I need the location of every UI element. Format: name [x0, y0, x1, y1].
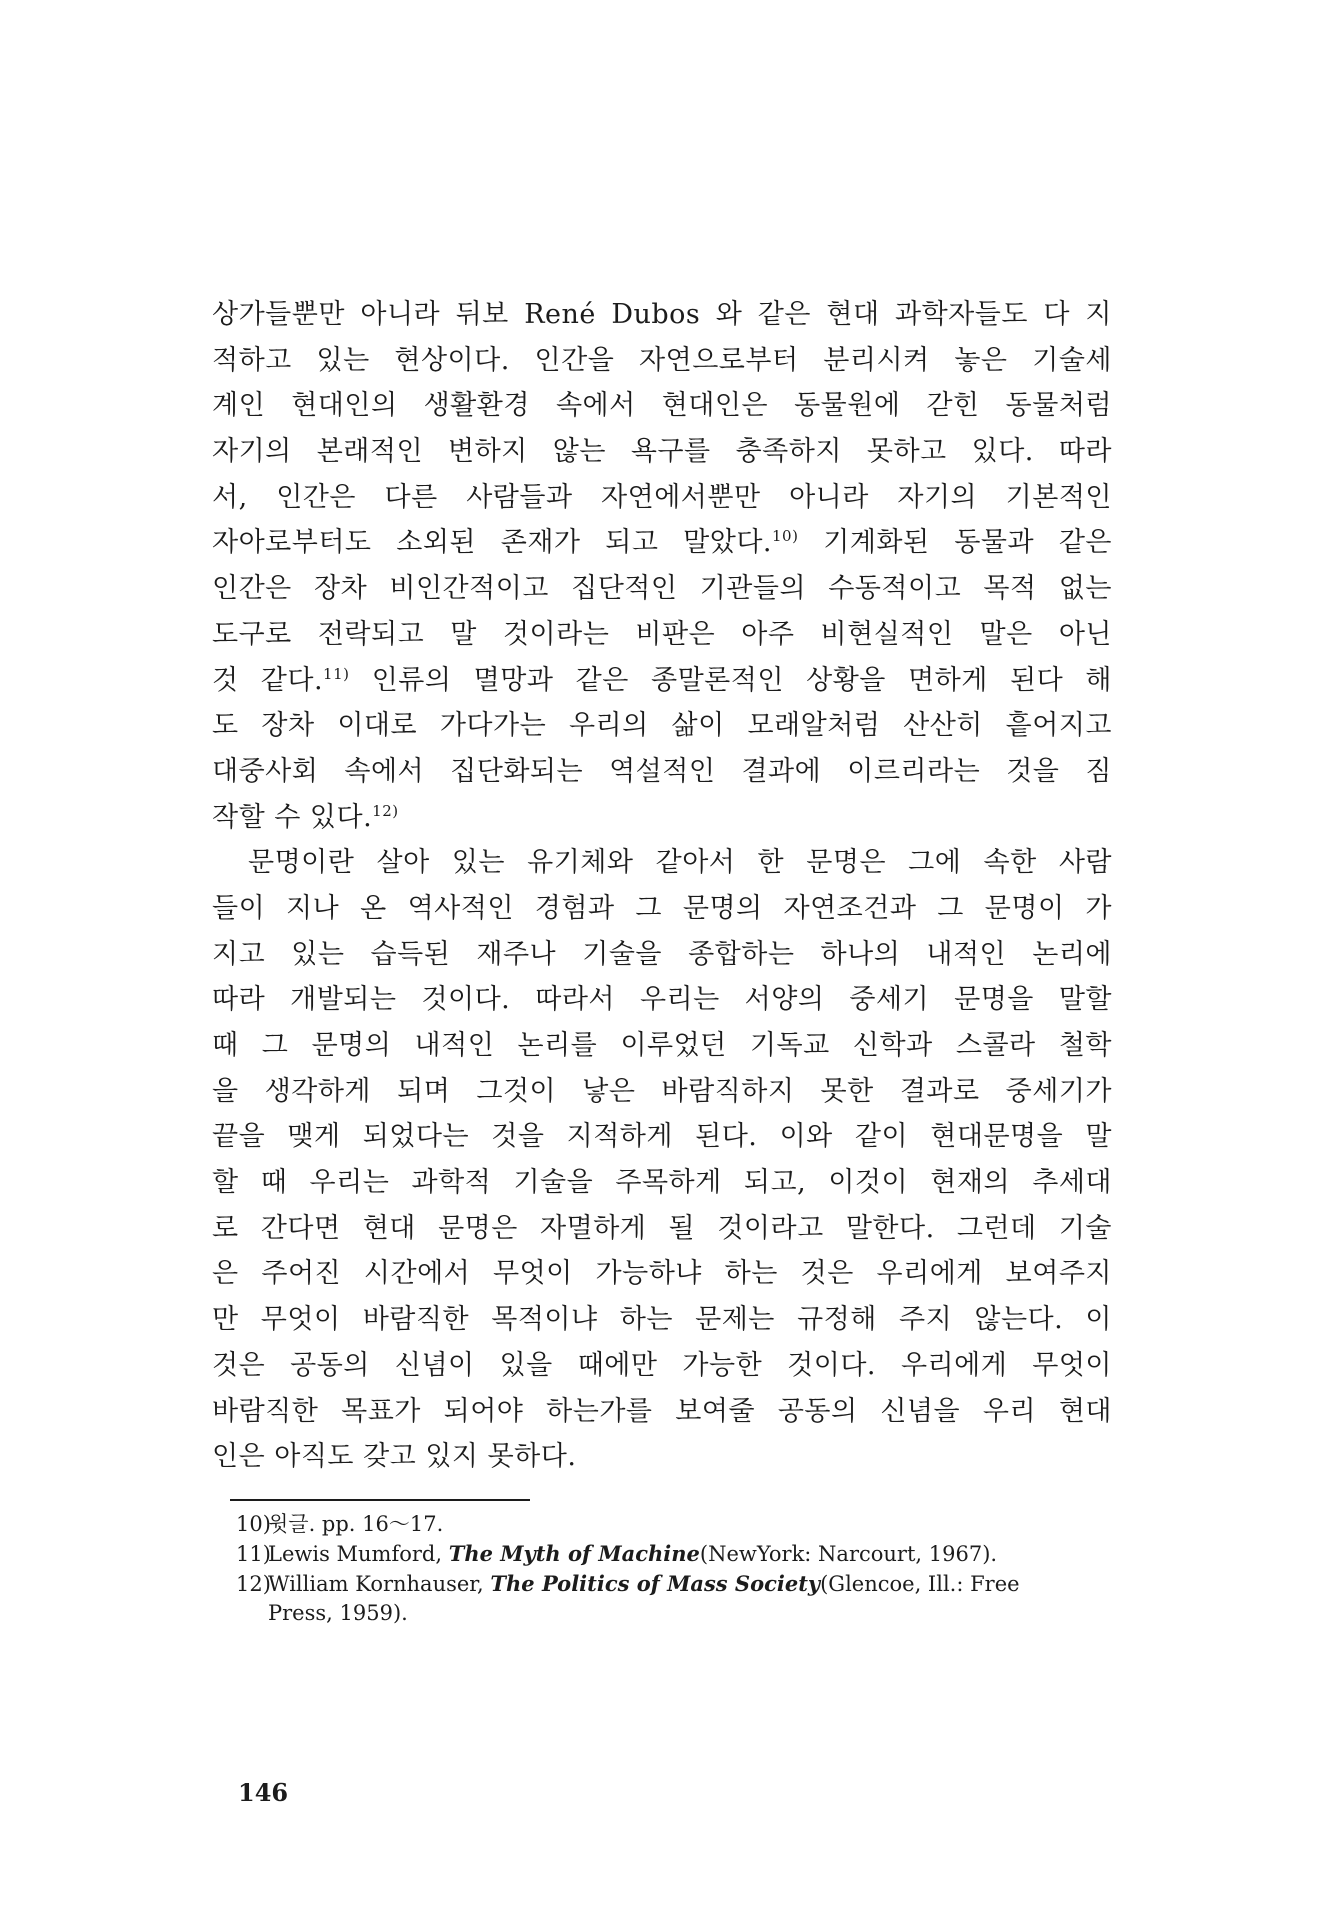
footnote-author: Lewis Mumford, [268, 1542, 449, 1566]
footnote-ref-10[interactable]: 10) [772, 527, 799, 546]
text-fragment: 작할 수 있다. [212, 801, 373, 833]
footnote-author: William Kornhauser, [268, 1572, 491, 1596]
footnote-11 [236, 1539, 1112, 1569]
text-line [212, 658, 1112, 704]
text-line: 인은 아직도 갖고 있지 못하다. [212, 1441, 577, 1473]
footnote-publisher: (Glencoe, Ill.: Free [820, 1572, 1020, 1596]
text-line: 들이 지나 온 역사적인 경험과 그 문명의 자연조건과 그 문명이 가 [212, 892, 1112, 924]
footnotes [236, 1510, 1112, 1628]
footnote-12 [236, 1569, 1112, 1599]
text-fragment: 인류의 멸망과 같은 종말론적인 상황을 면하게 된다 해 [371, 664, 1112, 696]
footnote-12-continuation: Press, 1959). [268, 1601, 408, 1625]
text-line: 때 그 문명의 내적인 논리를 이루었던 기독교 신학과 스콜라 철학 [212, 1030, 1112, 1061]
text-line: 을 생각하게 되며 그것이 낳은 바람직하지 못한 결과로 중세기가 [212, 1075, 1112, 1107]
text-line: 도구로 전락되고 말 것이라는 비판은 아주 비현실적인 말은 아닌 [212, 618, 1112, 650]
footnote-title: The Myth of Machine [448, 1541, 700, 1566]
text-line: 로 간다면 현대 문명은 자멸하게 될 것이라고 말한다. 그런데 기술 [212, 1212, 1112, 1244]
text-fragment: 기계화된 동물과 같은 [823, 527, 1112, 559]
text-line: 인간은 장차 비인간적이고 집단적인 기관들의 수동적이고 목적 없는 [212, 573, 1112, 605]
footnote-title: The Politics of Mass Society [490, 1571, 821, 1596]
footnote-publisher: (NewYork: Narcourt, 1967). [699, 1542, 998, 1566]
footnote-divider [230, 1499, 530, 1501]
text-line: 지고 있는 습득된 재주나 기술을 종합하는 하나의 내적인 논리에 [212, 938, 1112, 970]
text-line [212, 795, 1112, 841]
text-line: 것은 공동의 신념이 있을 때에만 가능한 것이다. 우리에게 무엇이 [212, 1349, 1112, 1381]
text-line [212, 520, 1112, 566]
text-line: 상가들뿐만 아니라 뒤보 René Dubos 와 같은 현대 과학자들도 다 지 [212, 299, 1112, 330]
page-number: 146 [238, 1778, 289, 1807]
footnote-number: 12) [236, 1572, 271, 1596]
text-line: 은 주어진 시간에서 무엇이 가능하냐 하는 것은 우리에게 보여주지 [212, 1258, 1112, 1290]
footnote-number: 10) [236, 1512, 271, 1536]
text-line: 자기의 본래적인 변하지 않는 욕구를 충족하지 못하고 있다. 따라 [212, 436, 1112, 468]
footnote-number: 11) [236, 1542, 271, 1566]
footnote-text: 윗글. pp. 16～17. [268, 1512, 444, 1536]
text-line: 끝을 맺게 되었다는 것을 지적하게 된다. 이와 같이 현대문명을 말 [212, 1121, 1112, 1153]
text-line: 할 때 우리는 과학적 기술을 주목하게 되고, 이것이 현재의 추세대 [212, 1167, 1112, 1199]
footnote-ref-11[interactable]: 11) [323, 664, 350, 683]
footnote-ref-12[interactable]: 12) [372, 801, 399, 820]
text-fragment: 것 같다. [212, 664, 324, 696]
text-line: 적하고 있는 현상이다. 인간을 자연으로부터 분리시켜 놓은 기술세 [212, 344, 1112, 376]
text-line: 만 무엇이 바람직한 목적이냐 하는 문제는 규정해 주지 않는다. 이 [212, 1304, 1112, 1336]
text-line: 서, 인간은 다른 사람들과 자연에서뿐만 아니라 자기의 기본적인 [212, 481, 1112, 513]
text-line: 바람직한 목표가 되어야 하는가를 보여줄 공동의 신념을 우리 현대 [212, 1395, 1112, 1427]
text-line: 계인 현대인의 생활환경 속에서 현대인은 동물원에 갇힌 동물처럼 [212, 390, 1112, 422]
text-line: 대중사회 속에서 집단화되는 역설적인 결과에 이르리라는 것을 짐 [212, 755, 1112, 787]
body-text [212, 292, 1112, 1480]
text-line: 따라 개발되는 것이다. 따라서 우리는 서양의 중세기 문명을 말할 [212, 984, 1112, 1016]
text-fragment: 자아로부터도 소외된 존재가 되고 말았다. [212, 527, 773, 559]
text-line: 도 장차 이대로 가다가는 우리의 삶이 모래알처럼 산산히 흩어지고 [212, 710, 1112, 742]
text-line: 문명이란 살아 있는 유기체와 같아서 한 문명은 그에 속한 사람 [248, 847, 1112, 879]
footnote-10 [236, 1510, 1112, 1539]
